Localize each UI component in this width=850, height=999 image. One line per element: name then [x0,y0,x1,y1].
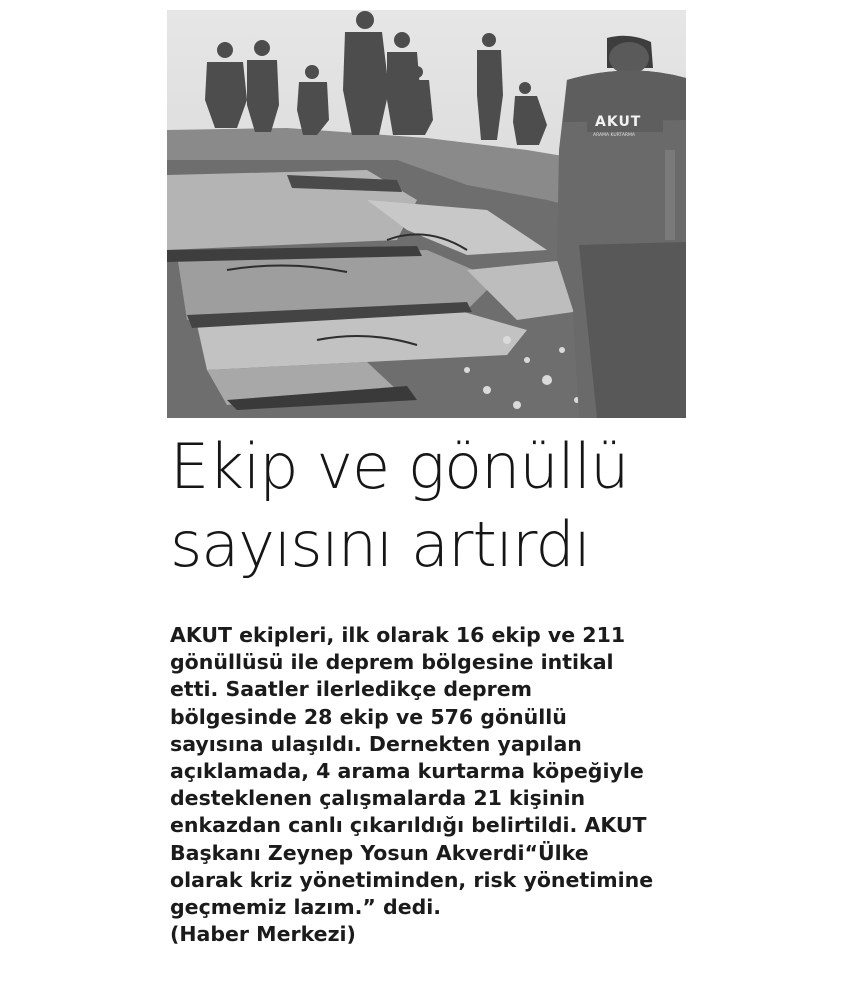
body-line: Başkanı Zeynep Yosun Akverdi“Ülke [170,840,589,865]
body-line: AKUT ekipleri, ilk olarak 16 ekip ve 211 [170,623,626,647]
news-photo-rescue-team [167,10,686,418]
body-line: sayısına ulaşıldı. Dernekten yapılan [170,731,582,756]
body-line: bölgesinde 28 ekip ve 576 gönüllü [170,704,567,729]
body-line: desteklenen çalışmalarda 21 kişinin [170,786,586,811]
body-line: geçmemiz lazım.” dedi. [170,895,442,920]
article-body [170,622,690,948]
body-line: olarak kriz yönetiminden, risk yönetimine [170,867,654,892]
akut-worker-foreground [557,36,686,418]
body-line: gönüllüsü ile deprem bölgesine intikal [170,650,614,675]
headline-line: Ekip ve gönüllü [170,430,629,503]
rubble-pile [167,128,597,418]
vest-sub-text: ARAMA KURTARMA [593,133,635,138]
body-line: etti. Saatler ilerledikçe deprem [170,677,533,702]
body-line: açıklamada, 4 arama kurtarma köpeğiyle [170,759,644,784]
headline-line: sayısını artırdı [170,508,590,581]
byline: (Haber Merkezi) [170,922,356,947]
body-line: enkazdan canlı çıkarıldığı belirtildi. AKUT [170,813,647,838]
vest-logo-text: AKUT [595,114,642,130]
article-headline [170,428,730,584]
